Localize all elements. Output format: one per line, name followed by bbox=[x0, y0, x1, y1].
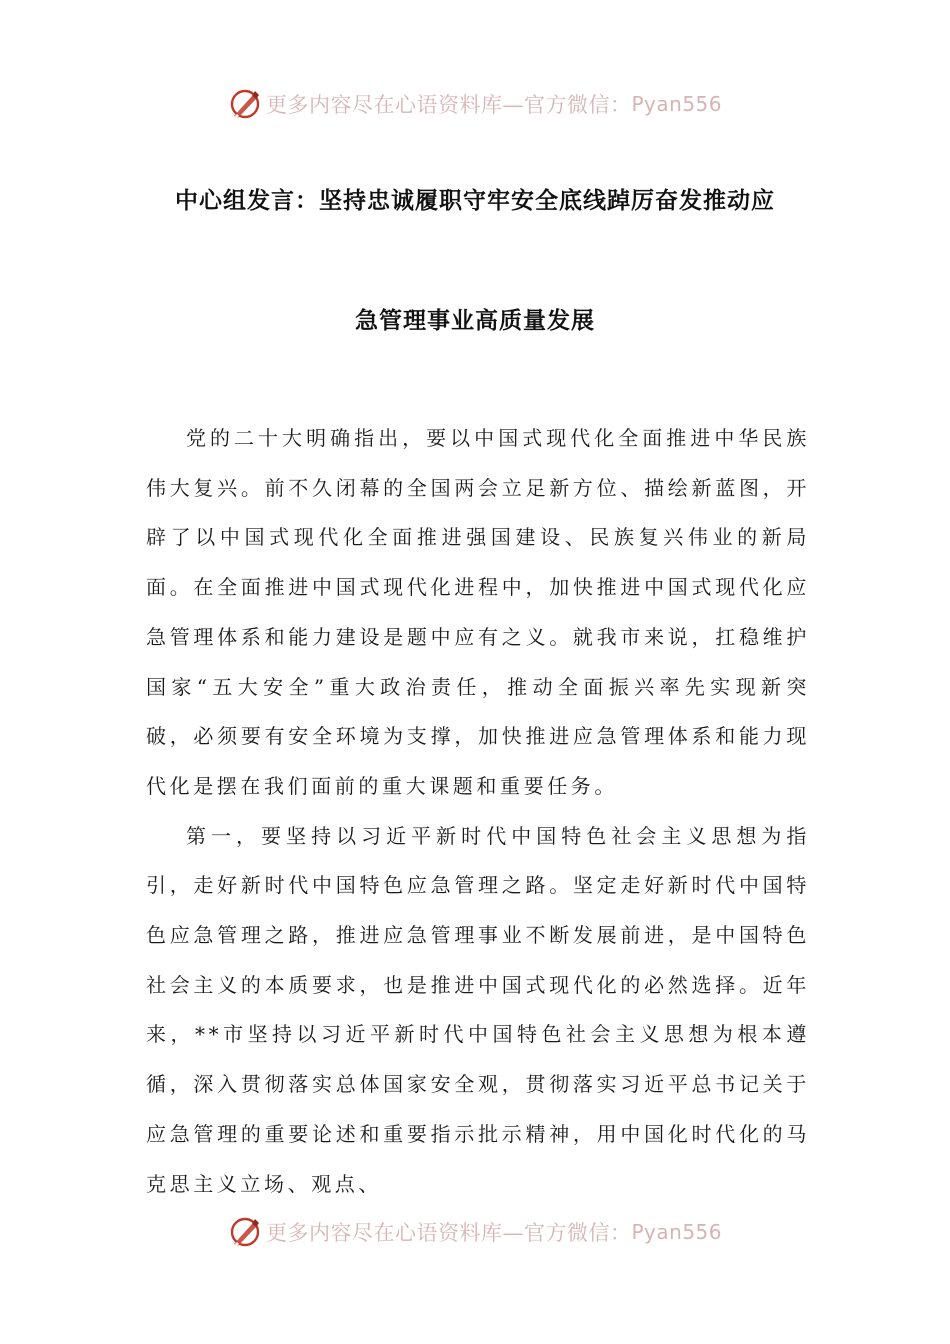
document-body bbox=[146, 414, 810, 1209]
paragraph-1: 党的二十大明确指出，要以中国式现代化全面推进中华民族伟大复兴。前不久闭幕的全国两会立足新方位、描绘新蓝图，开辟了以中国式现代化全面推进强国建设、民族复兴伟业的新局面。在全面推进中国式现代化进程中，加快推进中国式现代化应急管理体系和能力建设是题中应有之义。就我市来说，扛稳维护国家“五大安全”重大政治责任，推动全面振兴率先实现新突破，必须要有安全环境为支撑，加快推进应急管理体系和能力现代化是摆在我们面前的重大课题和重要任务。 bbox=[146, 426, 810, 798]
watermark-text: 更多内容尽在心语资料库—官方微信： bbox=[265, 1221, 632, 1245]
header-watermark bbox=[0, 84, 950, 124]
footer-watermark bbox=[0, 1212, 950, 1252]
document-title-line-2: 急管理事业高质量发展 bbox=[355, 308, 595, 334]
paragraph-2: 第一，要坚持以习近平新时代中国特色社会主义思想为指引，走好新时代中国特色应急管理之路。坚定走好新时代中国特色应急管理之路，推进应急管理事业不断发展前进，是中国特色社会主义的本质要求，也是推进中国式现代化的必然选择。近年来，**市坚持以习近平新时代中国特色社会主义思想为根本遵循，深入贯彻落实总体国家安全观，贯彻落实习近平总书记关于应急管理的重要论述和重要指示批示精神，用中国化时代化的马克思主义立场、观点、 bbox=[146, 823, 810, 1196]
watermark-wechat-id: Pyan556 bbox=[631, 1220, 722, 1244]
watermark-wechat-id: Pyan556 bbox=[631, 92, 722, 116]
pen-logo-icon bbox=[228, 87, 262, 121]
watermark-text: 更多内容尽在心语资料库—官方微信： bbox=[265, 93, 632, 117]
document-title-line-1: 中心组发言：坚持忠诚履职守牢安全底线踔厉奋发推动应 bbox=[175, 188, 775, 214]
pen-logo-icon bbox=[228, 1215, 262, 1249]
